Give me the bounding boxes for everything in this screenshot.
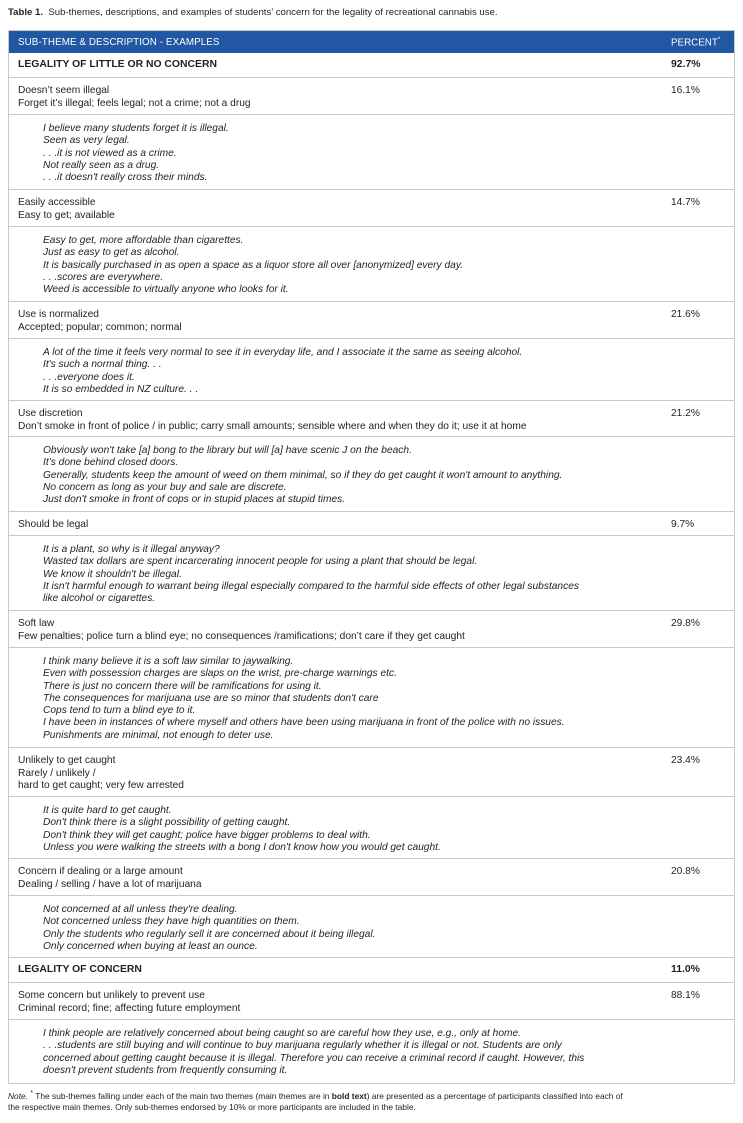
quote: doesn't prevent students from frequently consuming it. <box>43 1064 288 1076</box>
note-text-3: the respective main themes. Only sub-themes endorsed by 10% or more participants are included in the table. <box>8 1102 416 1113</box>
caption-label: Table 1. <box>8 7 44 18</box>
quote: . . .it is not viewed as a crime. <box>43 147 177 159</box>
quote: I think people are relatively concerned about being caught so are careful how they use, e.g., only at home. <box>43 1028 521 1039</box>
quote: Cops tend to turn a blind eye to it. <box>43 705 196 717</box>
subtheme-row <box>9 401 734 437</box>
subtheme-percent: 88.1% <box>671 990 700 1001</box>
subtheme-percent: 23.4% <box>671 755 700 766</box>
quote: It isn't harmful enough to warrant being illegal especially compared to the harmful side effects of other legal substances <box>43 580 579 592</box>
quote: It is so embedded in NZ culture. . . <box>43 383 199 395</box>
quote: It is basically purchased in as open a space as a liquor store all over [anonymized] every day. <box>43 259 463 271</box>
subtheme-title: Use discretion <box>18 408 83 419</box>
subtheme-row <box>9 512 734 536</box>
quote: I think many believe it is a soft law similar to jaywalking. <box>43 656 294 667</box>
subtheme-desc: Criminal record; fine; affecting future employment <box>18 1002 241 1014</box>
subtheme-percent: 29.8% <box>671 618 700 629</box>
table-header <box>9 31 734 53</box>
quotes-row <box>9 1020 734 1083</box>
quote-list <box>43 235 673 296</box>
subtheme-row <box>9 190 734 227</box>
quotes-row <box>9 227 734 302</box>
subtheme-desc: Don’t smoke in front of police / in public; carry small amounts; sensible where and when they do it; use it at home <box>18 420 527 432</box>
subtheme-desc: Dealing / selling / have a lot of marijuana <box>18 878 202 890</box>
main-theme-label: LEGALITY OF LITTLE OR NO CONCERN <box>18 59 217 70</box>
quotes-row <box>9 797 734 859</box>
quote: Even with possession charges are slaps on the wrist, pre-charge warnings etc. <box>43 668 397 680</box>
main-theme-row <box>9 53 734 78</box>
subtheme-row <box>9 859 734 896</box>
quote: Punishments are minimal, not enough to deter use. <box>43 729 274 741</box>
quote: like alcohol or cigarettes. <box>43 593 156 605</box>
quote: The consequences for marijuana use are so minor that students don't care <box>43 692 379 704</box>
quote: Don't think they will get caught; police have bigger problems to deal with. <box>43 829 371 841</box>
quotes-row <box>9 115 734 190</box>
quote: Only concerned when buying at least an ounce. <box>43 940 258 952</box>
note-text-2: ) are presented as a percentage of participants classified into each of <box>366 1090 623 1101</box>
quote: Just as easy to get as alcohol. <box>43 247 180 259</box>
quote: Obviously won't take [a] bong to the library but will [a] have scenic J on the beach. <box>43 445 412 456</box>
subtheme-title: Should be legal <box>18 519 89 530</box>
subtheme-desc: Accepted; popular; common; normal <box>18 321 182 333</box>
subtheme-text <box>18 990 240 1015</box>
quote: It is a plant, so why is it illegal anyway? <box>43 544 220 555</box>
caption-text: Sub-themes, descriptions, and examples of students’ concern for the legality of recreational cannabis use. <box>48 7 498 18</box>
quote: Just don't smoke in front of cops or in stupid places at stupid times. <box>43 494 346 506</box>
note-mark: * <box>30 1090 34 1097</box>
quote: Seen as very legal. <box>43 135 130 147</box>
quote: Don't think there is a slight possibility of getting caught. <box>43 817 291 829</box>
quote: . . .it doesn't really cross their minds. <box>43 172 208 184</box>
quote: . . .scores are everywhere. <box>43 271 164 283</box>
main-theme-row <box>9 958 734 983</box>
quote: A lot of the time it feels very normal to see it in everyday life, and I associate it the same as seeing alcohol. <box>43 347 523 358</box>
quotes-row <box>9 896 734 958</box>
quote: No concern as long as your buy and sale are discrete. <box>43 481 287 493</box>
data-table <box>8 30 735 1084</box>
subtheme-percent: 21.6% <box>671 309 700 320</box>
note-text-1: The sub-themes falling under each of the main two themes (main themes are in <box>33 1090 332 1101</box>
quote: Weed is accessible to virtually anyone who looks for it. <box>43 284 289 296</box>
subtheme-title: Unlikely to get caught <box>18 755 116 766</box>
quote: I believe many students forget it is illegal. <box>43 123 229 134</box>
quote: Not concerned at all unless they're dealing. <box>43 904 238 915</box>
subtheme-text <box>18 408 527 433</box>
quote: It’s done behind closed doors. <box>43 457 179 469</box>
quote-list <box>43 347 673 396</box>
quote: Unless you were walking the streets with a bong I don't know how you would get caught. <box>43 841 441 853</box>
quote: Wasted tax dollars are spent incarcerating innocent people for using a plant that should be legal. <box>43 556 478 568</box>
quote: I have been in instances of where myself and others have been using marijuana in front of the police with no issues. <box>43 717 565 729</box>
main-theme-label: LEGALITY OF CONCERN <box>18 964 142 975</box>
note-bold-text: bold text <box>331 1090 367 1101</box>
subtheme-percent: 14.7% <box>671 197 700 208</box>
subtheme-title: Easily accessible <box>18 197 96 208</box>
quote-list <box>43 656 673 742</box>
subtheme-text <box>18 866 201 891</box>
quote: . . .students are still buying and will continue to buy marijuana regularly whether it is illegal or not. Students are only <box>43 1040 562 1052</box>
quote: Easy to get, more affordable than cigarettes. <box>43 235 244 246</box>
quote: It is quite hard to get caught. <box>43 805 172 816</box>
quote-list <box>43 1028 673 1077</box>
quote: We know it shouldn't be illegal. <box>43 568 182 580</box>
subtheme-text <box>18 197 115 222</box>
quote: Not concerned unless they have high quantities on them. <box>43 916 300 928</box>
note-label: Note. <box>8 1090 29 1101</box>
subtheme-row <box>9 983 734 1020</box>
subtheme-percent: 21.2% <box>671 408 700 419</box>
table-caption <box>8 6 735 19</box>
subtheme-title: Some concern but unlikely to prevent use <box>18 990 205 1001</box>
header-col-percent: PERCENT* <box>671 37 721 49</box>
subtheme-percent: 16.1% <box>671 85 700 96</box>
subtheme-percent: 20.8% <box>671 866 700 877</box>
quote: Generally, students keep the amount of weed on them minimal, so if they do get caught it won't amount to anything. <box>43 469 563 481</box>
subtheme-text <box>18 309 182 334</box>
subtheme-desc: Easy to get; available <box>18 209 115 221</box>
subtheme-text <box>18 618 465 643</box>
subtheme-text <box>18 85 251 110</box>
quotes-row <box>9 437 734 512</box>
main-theme-percent: 92.7% <box>671 59 701 70</box>
quote-list <box>43 123 673 184</box>
subtheme-title: Use is normalized <box>18 309 99 320</box>
quote: There is just no concern there will be ramifications for using it. <box>43 680 322 692</box>
subtheme-desc: Few penalties; police turn a blind eye; no consequences /ramifications; don’t care if they get caught <box>18 630 465 642</box>
quote-list <box>43 544 673 605</box>
subtheme-row <box>9 302 734 339</box>
quote-list <box>43 805 673 854</box>
quotes-row <box>9 648 734 748</box>
subtheme-row <box>9 78 734 115</box>
subtheme-percent: 9.7% <box>671 519 695 530</box>
quote: Not really seen as a drug. <box>43 159 160 171</box>
header-col-subtheme: SUB-THEME & DESCRIPTION - EXAMPLES <box>18 37 220 48</box>
quotes-row <box>9 536 734 611</box>
subtheme-desc: Forget it’s illegal; feels legal; not a crime; not a drug <box>18 97 251 109</box>
subtheme-title: Doesn’t seem illegal <box>18 85 110 96</box>
quote: Only the students who regularly sell it are concerned about it being illegal. <box>43 928 376 940</box>
subtheme-desc: hard to get caught; very few arrested <box>18 780 184 791</box>
quote: concerned about getting caught because it is illegal. Therefore you can receive a criminal record if caught. However, this <box>43 1052 585 1064</box>
subtheme-title: Concern if dealing or a large amount <box>18 866 183 877</box>
quote-list <box>43 904 673 953</box>
quotes-row <box>9 339 734 401</box>
subtheme-row <box>9 748 734 797</box>
table-note <box>8 1088 735 1114</box>
subtheme-text <box>18 755 184 793</box>
main-theme-percent: 11.0% <box>671 964 700 975</box>
subtheme-row <box>9 611 734 648</box>
quote: It's such a normal thing. . . <box>43 359 162 371</box>
subtheme-title: Soft law <box>18 618 55 629</box>
quote-list <box>43 445 673 506</box>
subtheme-desc: Rarely / unlikely / <box>18 767 96 779</box>
subtheme-text <box>18 519 88 532</box>
quote: . . .everyone does it. <box>43 371 135 383</box>
